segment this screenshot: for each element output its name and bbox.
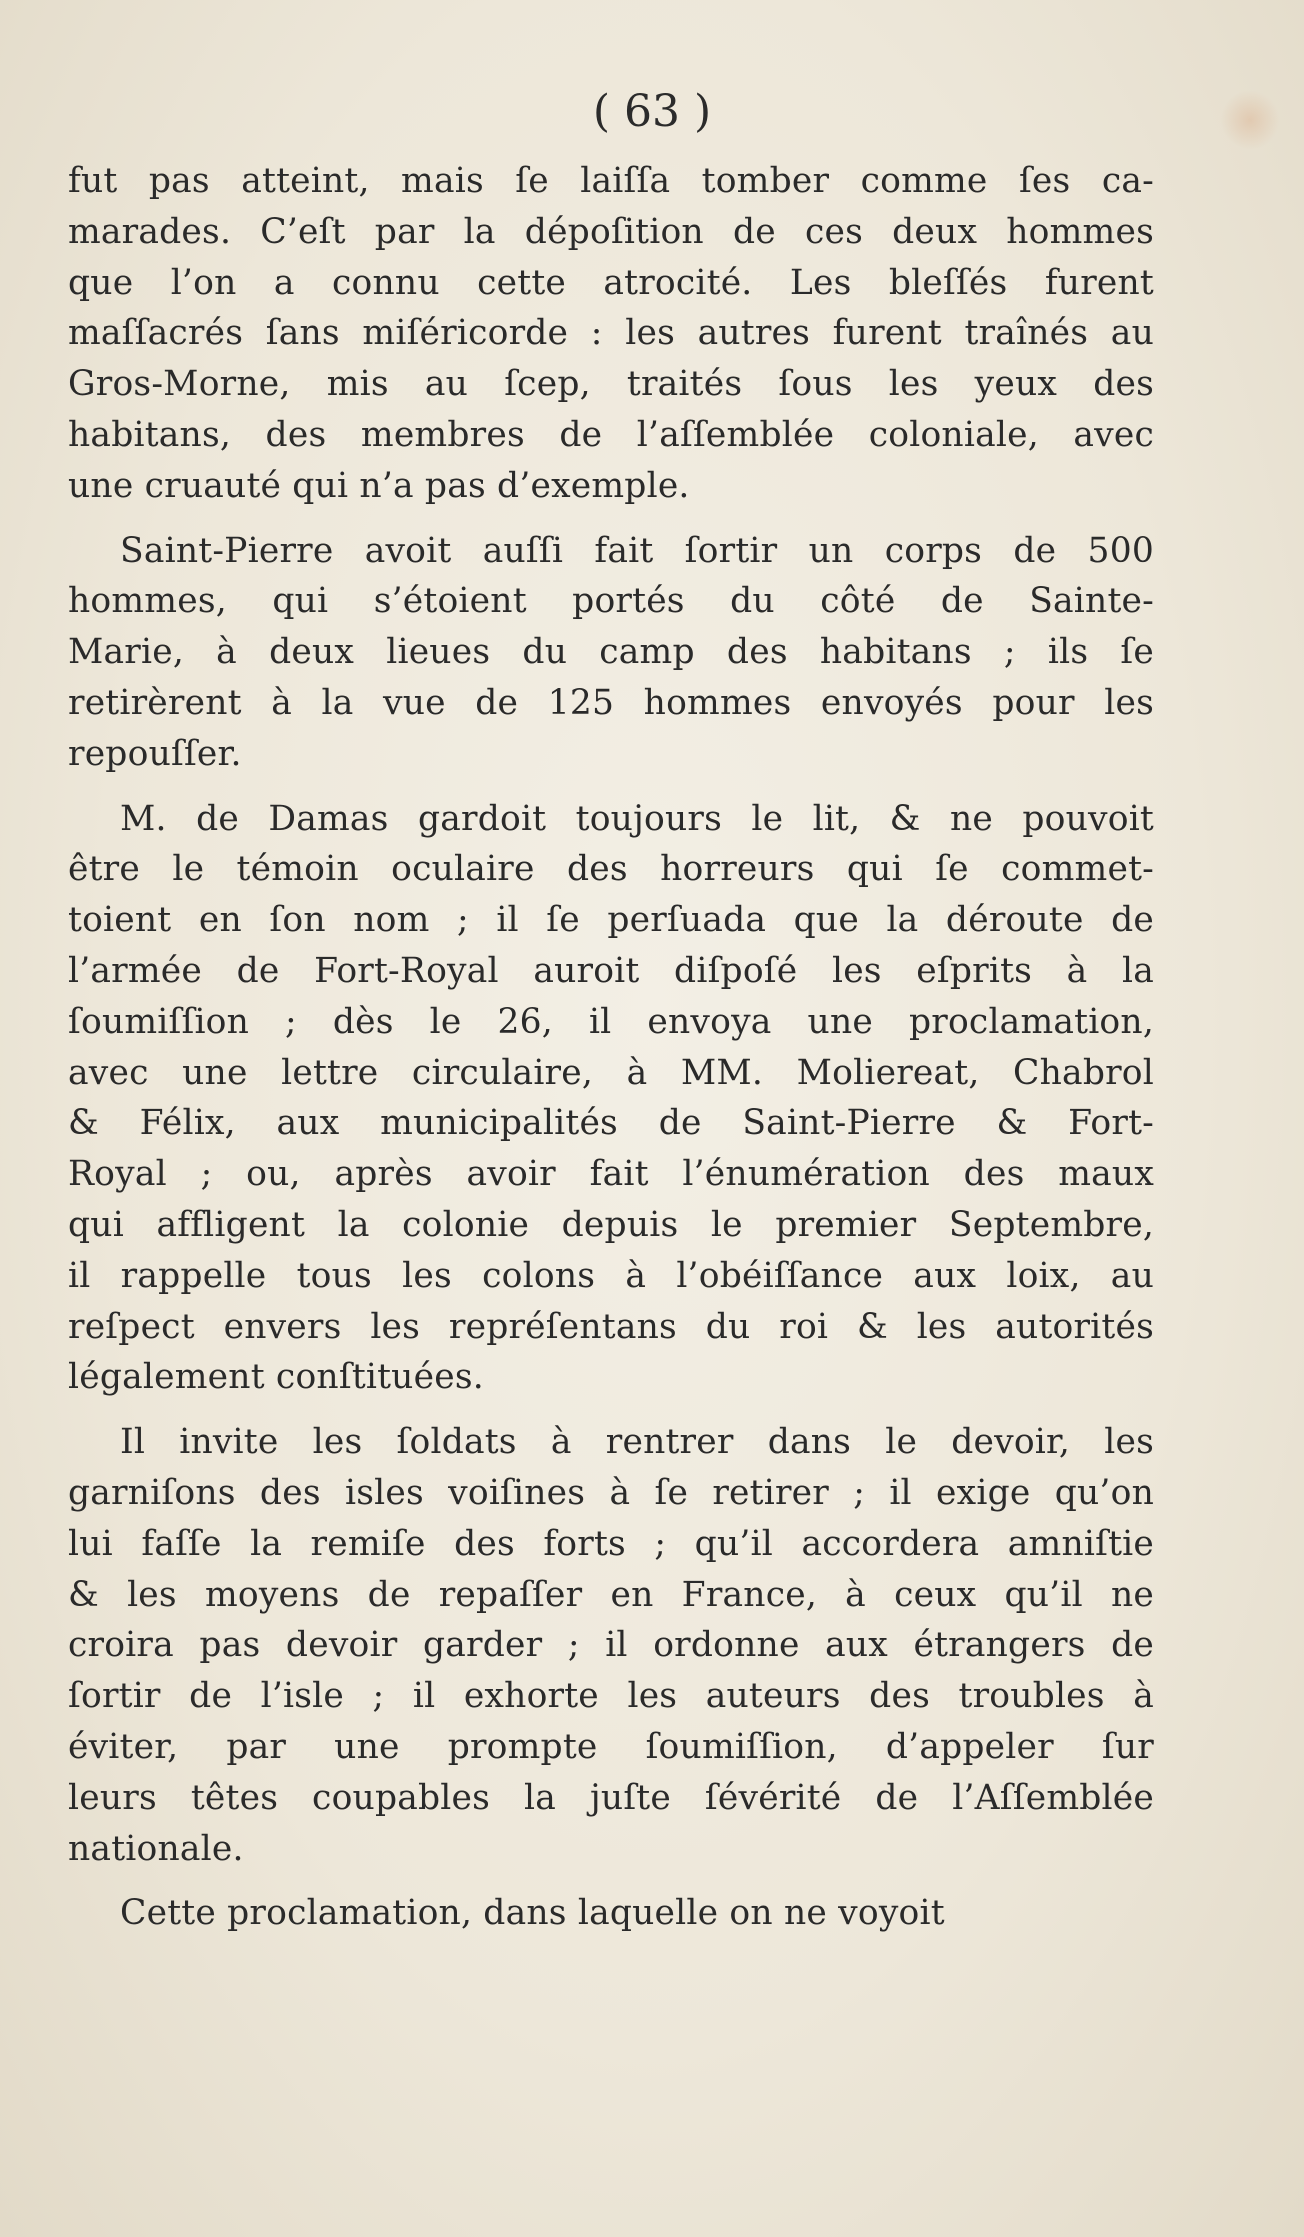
paragraph <box>68 1888 1154 1939</box>
text-line: repouſſer. <box>68 733 242 774</box>
paragraph <box>68 1417 1154 1874</box>
text-line: maſſacrés ſans miſéricorde : les autres furent traînés au <box>68 313 1154 354</box>
paragraph <box>68 794 1154 1404</box>
text-line: être le témoin oculaire des horreurs qui ſe commet- <box>68 849 1154 890</box>
text-line: l’armée de Fort-Royal auroit diſpoſé les eſprits à la <box>68 950 1154 991</box>
text-line: Gros-Morne, mis au ſcep, traités ſous les yeux des <box>68 364 1154 405</box>
text-line: & Félix, aux municipalités de Saint-Pierre & Fort- <box>68 1103 1154 1144</box>
page-number: ( 63 ) <box>592 86 712 137</box>
text-line: marades. C’eſt par la dépoſition de ces deux hommes <box>68 211 1154 252</box>
text-line: Marie, à deux lieues du camp des habitans ; ils ſe <box>68 632 1154 673</box>
text-line: nationale. <box>68 1828 244 1869</box>
text-line: il rappelle tous les colons à l’obéiſſance aux loix, au <box>68 1255 1154 1296</box>
text-line: garniſons des isles voiſines à ſe retirer ; il exige qu’on <box>68 1472 1154 1513</box>
text-line: que l’on a connu cette atrocité. Les bleſſés furent <box>68 262 1154 303</box>
text-line: avec une lettre circulaire, à MM. Moliereat, Chabrol <box>68 1052 1154 1093</box>
text-line: reſpect envers les repréſentans du roi & les autorités <box>68 1306 1154 1347</box>
paragraph <box>68 526 1154 780</box>
text-line: une cruauté qui n’a pas d’exemple. <box>68 465 690 506</box>
text-line: croira pas devoir garder ; il ordonne aux étrangers de <box>68 1625 1154 1666</box>
text-line: leurs têtes coupables la juſte ſévérité de l’Aſſemblée <box>68 1777 1154 1818</box>
text-line: lui faſſe la remiſe des forts ; qu’il accordera amniſtie <box>68 1523 1154 1564</box>
text-line: fut pas atteint, mais ſe laiſſa tomber comme ſes ca- <box>68 161 1154 201</box>
text-line: Cette proclamation, dans laquelle on ne voyoit <box>120 1893 945 1934</box>
text-line: ſoumiſſion ; dès le 26, il envoya une proclamation, <box>68 1001 1154 1042</box>
text-line: Il invite les ſoldats à rentrer dans le devoir, les <box>120 1422 1154 1463</box>
text-line: légalement conſtituées. <box>68 1357 484 1398</box>
text-line: habitans, des membres de l’aſſemblée coloniale, avec <box>68 414 1154 455</box>
text-line: ſortir de l’isle ; il exhorte les auteurs des troubles à <box>68 1676 1154 1717</box>
text-line: hommes, qui s’étoient portés du côté de Sainte- <box>68 581 1154 622</box>
text-line: retirèrent à la vue de 125 hommes envoyés pour les <box>68 682 1154 723</box>
text-line: Saint-Pierre avoit auſſi fait ſortir un corps de 500 <box>120 530 1154 571</box>
body-text <box>68 156 1154 1939</box>
text-line: éviter, par une prompte ſoumiſſion, d’appeler ſur <box>68 1726 1154 1767</box>
text-line: toient en ſon nom ; il ſe perſuada que la déroute de <box>68 900 1154 941</box>
text-line: Royal ; ou, après avoir fait l’énumération des maux <box>68 1154 1154 1195</box>
text-line: M. de Damas gardoit toujours le lit, & ne pouvoit <box>120 798 1154 839</box>
text-line: qui affligent la colonie depuis le premier Septembre, <box>68 1204 1154 1245</box>
paragraph <box>68 156 1154 512</box>
text-line: & les moyens de repaſſer en France, à ceux qu’il ne <box>68 1574 1154 1615</box>
